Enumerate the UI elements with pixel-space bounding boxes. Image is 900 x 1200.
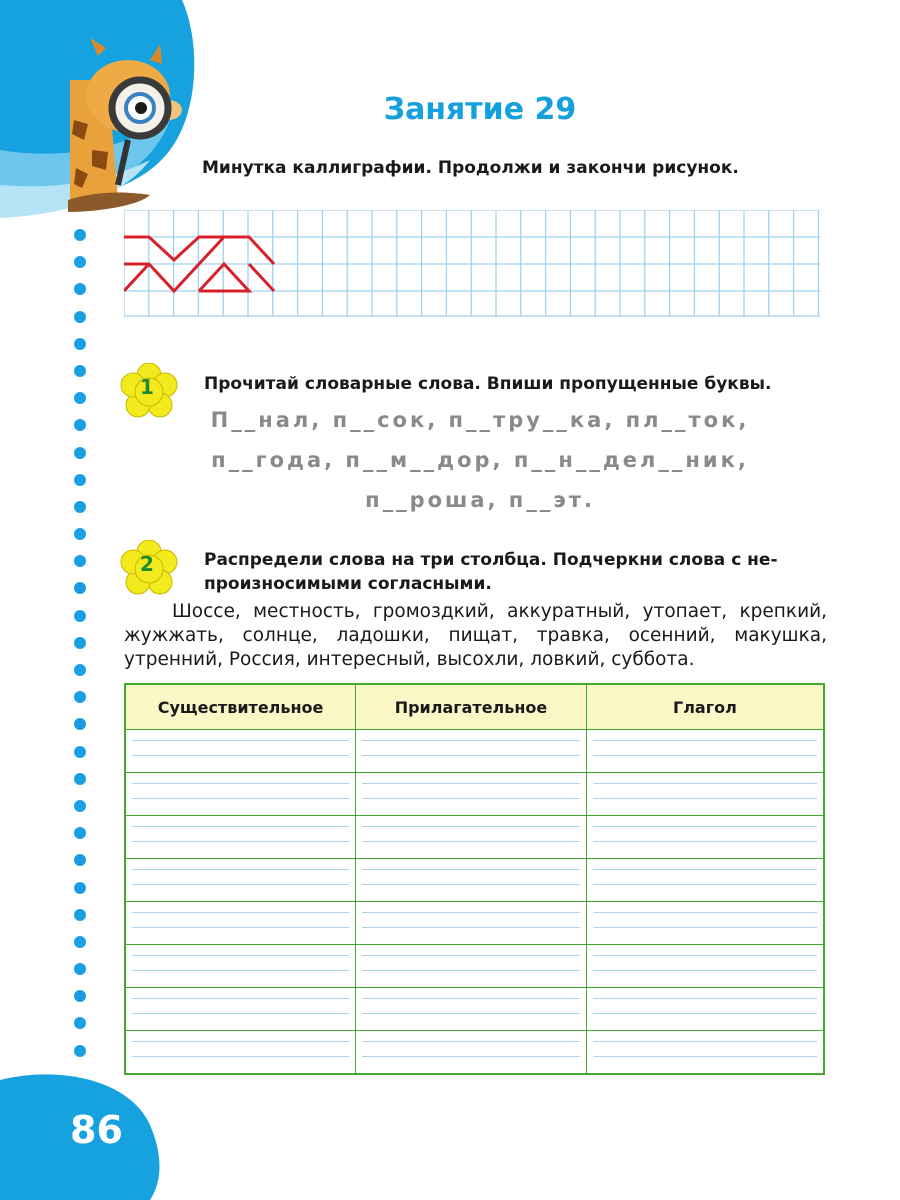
binding-dot bbox=[74, 256, 86, 268]
table-row bbox=[125, 902, 824, 945]
writing-cell[interactable] bbox=[586, 773, 824, 816]
writing-cell[interactable] bbox=[356, 730, 587, 773]
binding-dot bbox=[74, 474, 86, 486]
binding-dot bbox=[74, 800, 86, 812]
writing-cell[interactable] bbox=[356, 1031, 587, 1075]
writing-cell[interactable] bbox=[125, 988, 356, 1031]
spiral-binding bbox=[74, 229, 90, 1072]
task1-number: 1 bbox=[140, 375, 154, 399]
writing-cell[interactable] bbox=[586, 816, 824, 859]
writing-cell[interactable] bbox=[586, 859, 824, 902]
writing-cell[interactable] bbox=[125, 773, 356, 816]
binding-dot bbox=[74, 854, 86, 866]
binding-dot bbox=[74, 229, 86, 241]
binding-dot bbox=[74, 555, 86, 567]
writing-cell[interactable] bbox=[586, 945, 824, 988]
dictionary-words bbox=[190, 400, 770, 520]
table-row bbox=[125, 816, 824, 859]
giraffe-corner-illustration bbox=[0, 0, 215, 220]
binding-dot bbox=[74, 501, 86, 513]
binding-dot bbox=[74, 990, 86, 1002]
table-header-row bbox=[125, 684, 824, 730]
writing-cell[interactable] bbox=[356, 945, 587, 988]
binding-dot bbox=[74, 610, 86, 622]
writing-cell[interactable] bbox=[586, 1031, 824, 1075]
task2-instruction-line: Распредели слова на три столбца. Подчеркни слова с не- bbox=[204, 550, 778, 570]
dictionary-line: п__года, п__м__дор, п__н__дел__ник, bbox=[211, 448, 749, 472]
binding-dot bbox=[74, 447, 86, 459]
binding-dot bbox=[74, 746, 86, 758]
task2-instruction-line: произносимыми согласными. bbox=[204, 574, 492, 594]
table-row bbox=[125, 945, 824, 988]
binding-dot bbox=[74, 718, 86, 730]
calligraphy-grid[interactable] bbox=[124, 210, 822, 318]
binding-dot bbox=[74, 365, 86, 377]
writing-cell[interactable] bbox=[586, 988, 824, 1031]
writing-cell[interactable] bbox=[125, 902, 356, 945]
binding-dot bbox=[74, 773, 86, 785]
writing-cell[interactable] bbox=[125, 1031, 356, 1075]
binding-dot bbox=[74, 909, 86, 921]
binding-dot bbox=[74, 283, 86, 295]
writing-cell[interactable] bbox=[125, 816, 356, 859]
binding-dot bbox=[74, 419, 86, 431]
dictionary-line: П__нал, п__сок, п__тру__ка, пл__ток, bbox=[210, 408, 750, 432]
writing-cell[interactable] bbox=[356, 902, 587, 945]
task2-number: 2 bbox=[140, 552, 154, 576]
writing-cell[interactable] bbox=[125, 730, 356, 773]
binding-dot bbox=[74, 936, 86, 948]
word-list-text: Шоссе, местность, громоздкий, аккуратный, утопает, крепкий, жужжать, солнце, ладошки, пищат, травка, осенний, макушка, утренний, Россия, интересный, высохли, ловкий, суббота. bbox=[124, 601, 827, 670]
binding-dot bbox=[74, 1017, 86, 1029]
binding-dot bbox=[74, 528, 86, 540]
binding-dot bbox=[74, 827, 86, 839]
sorting-table bbox=[124, 683, 825, 1075]
task1-instruction: Прочитай словарные слова. Впиши пропущенные буквы. bbox=[204, 374, 772, 394]
binding-dot bbox=[74, 664, 86, 676]
column-header-adjective: Прилагательное bbox=[356, 684, 587, 730]
binding-dot bbox=[74, 882, 86, 894]
binding-dot bbox=[74, 637, 86, 649]
table-row bbox=[125, 773, 824, 816]
word-list bbox=[124, 600, 827, 672]
binding-dot bbox=[74, 963, 86, 975]
writing-cell[interactable] bbox=[125, 945, 356, 988]
lesson-title: Занятие 29 bbox=[383, 92, 577, 127]
binding-dot bbox=[74, 1045, 86, 1057]
binding-dot bbox=[74, 582, 86, 594]
column-header-noun: Существительное bbox=[125, 684, 356, 730]
column-header-verb: Глагол bbox=[586, 684, 824, 730]
table-row bbox=[125, 988, 824, 1031]
task2-instruction bbox=[204, 548, 828, 596]
writing-cell[interactable] bbox=[586, 730, 824, 773]
table-row bbox=[125, 859, 824, 902]
table-row bbox=[125, 730, 824, 773]
writing-cell[interactable] bbox=[586, 902, 824, 945]
dictionary-line: п__роша, п__эт. bbox=[365, 488, 595, 512]
writing-cell[interactable] bbox=[356, 816, 587, 859]
writing-cell[interactable] bbox=[356, 988, 587, 1031]
writing-cell[interactable] bbox=[356, 859, 587, 902]
binding-dot bbox=[74, 338, 86, 350]
binding-dot bbox=[74, 392, 86, 404]
binding-dot bbox=[74, 311, 86, 323]
writing-cell[interactable] bbox=[356, 773, 587, 816]
calligraphy-instruction: Минутка каллиграфии. Продолжи и закончи рисунок. bbox=[202, 158, 739, 178]
table-row bbox=[125, 1031, 824, 1075]
binding-dot bbox=[74, 691, 86, 703]
writing-cell[interactable] bbox=[125, 859, 356, 902]
page-number: 86 bbox=[70, 1108, 123, 1152]
